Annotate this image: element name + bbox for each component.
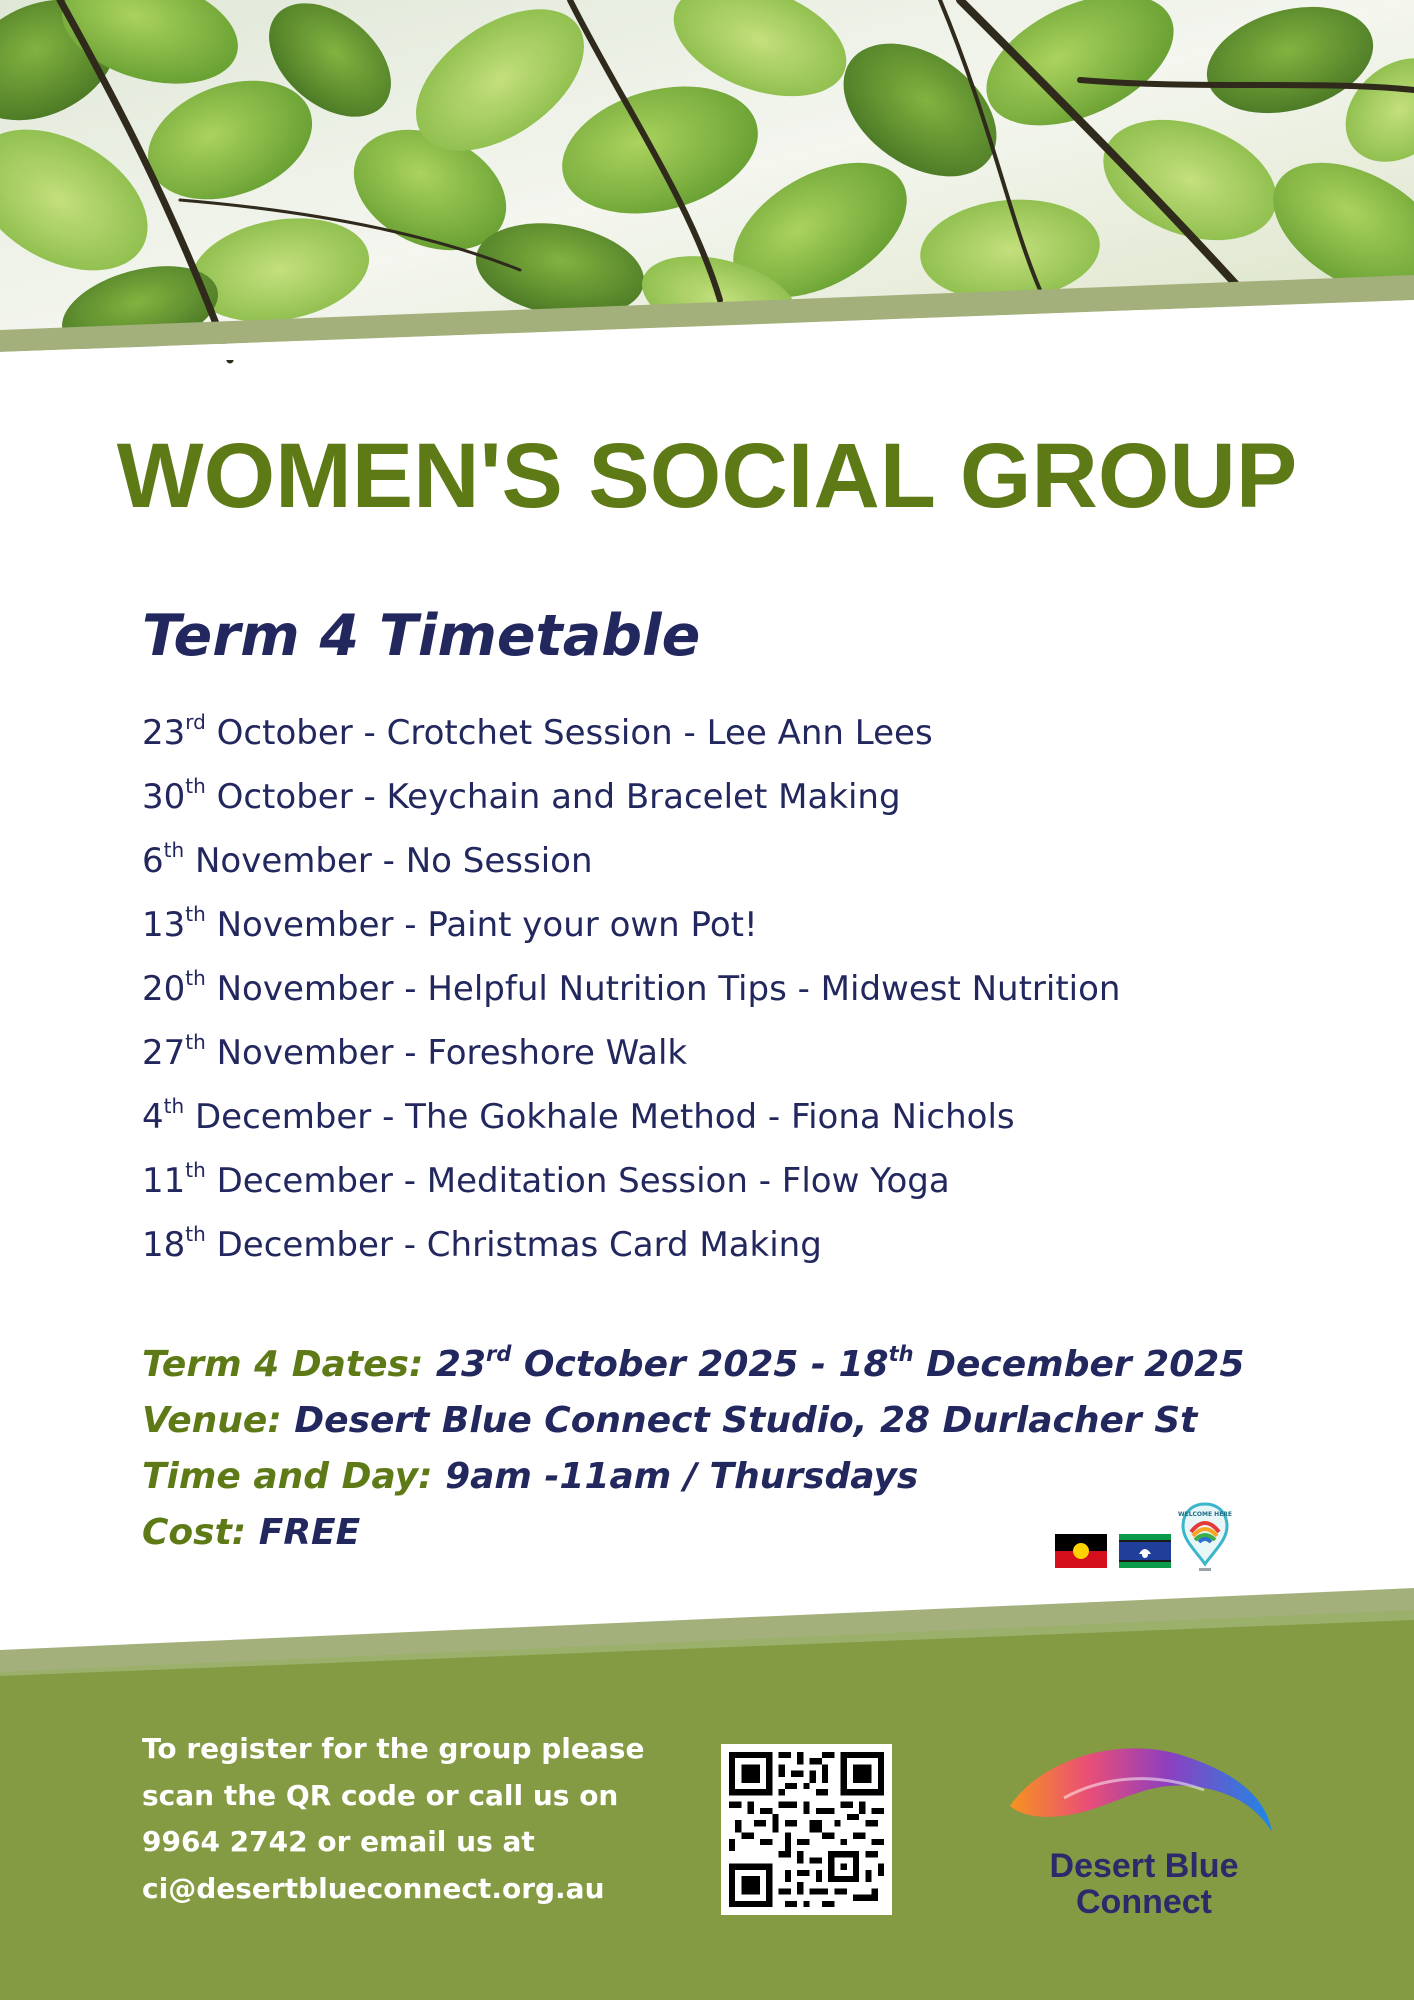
session-item (142, 1028, 1120, 1092)
session-day: 27 (142, 1033, 186, 1073)
term-dates-value (436, 1344, 1244, 1385)
session-day: 30 (142, 777, 186, 817)
logo-text-line1: Desert Blue (1049, 1847, 1239, 1885)
session-day-suffix: th (185, 774, 206, 798)
session-list (142, 708, 1120, 1284)
term-dates-label: Term 4 Dates: (142, 1344, 424, 1385)
welcome-badge-text: WELCOME HERE (1177, 1511, 1233, 1518)
register-line: 9964 2742 or email us at (142, 1825, 535, 1858)
time-row (142, 1452, 1244, 1508)
registration-info (142, 1726, 662, 1912)
session-item (142, 1156, 1120, 1220)
session-day: 6 (142, 841, 164, 881)
session-description: November - No Session (184, 841, 593, 881)
session-day: 18 (142, 1225, 186, 1265)
session-description: November - Paint your own Pot! (205, 905, 758, 945)
acknowledgement-icons (1055, 1502, 1235, 1572)
session-item (142, 836, 1120, 900)
session-day-suffix: th (185, 902, 206, 926)
session-day: 11 (142, 1161, 186, 1201)
session-day-suffix: th (185, 1222, 206, 1246)
session-item (142, 772, 1120, 836)
torres-strait-flag-icon (1119, 1534, 1171, 1568)
session-day: 13 (142, 905, 186, 945)
time-value: 9am -11am / Thursdays (445, 1456, 919, 1497)
session-item (142, 964, 1120, 1028)
logo-text-line2: Connect (1076, 1883, 1212, 1921)
venue-value: Desert Blue Connect Studio, 28 Durlacher St (294, 1400, 1198, 1441)
session-description: November - Helpful Nutrition Tips - Midwest Nutrition (205, 969, 1121, 1009)
session-description: December - Christmas Card Making (205, 1225, 822, 1265)
register-line: To register for the group please (142, 1732, 645, 1765)
session-day: 4 (142, 1097, 164, 1137)
session-day: 20 (142, 969, 186, 1009)
session-description: December - The Gokhale Method - Fiona Nichols (184, 1097, 1015, 1137)
header-photo (0, 0, 1414, 360)
register-email[interactable]: ci@desertblueconnect.org.au (142, 1871, 605, 1905)
register-line: scan the QR code or call us on (142, 1778, 619, 1812)
qr-code-icon[interactable] (721, 1744, 892, 1915)
session-item (142, 1220, 1120, 1284)
session-description: December - Meditation Session - Flow Yoga (205, 1161, 950, 1201)
logo-swoosh-icon (1004, 1736, 1284, 1846)
session-item (142, 708, 1120, 772)
session-description: October - Keychain and Bracelet Making (205, 777, 901, 817)
term-end-suffix: th (888, 1342, 914, 1366)
timetable-heading: Term 4 Timetable (142, 603, 701, 669)
aboriginal-flag-icon (1055, 1534, 1107, 1568)
cost-label: Cost: (142, 1512, 247, 1553)
cost-value: FREE (258, 1512, 361, 1553)
session-day: 23 (142, 713, 186, 753)
venue-label: Venue: (142, 1400, 282, 1441)
session-item (142, 1092, 1120, 1156)
leaves-photo (0, 0, 1414, 360)
session-description: November - Foreshore Walk (205, 1033, 688, 1073)
time-label: Time and Day: (142, 1456, 433, 1497)
term-start-suffix: rd (486, 1342, 512, 1366)
session-description: October - Crotchet Session - Lee Ann Lees (205, 713, 933, 753)
page-title: WOMEN'S SOCIAL GROUP (116, 425, 1298, 527)
term-dates-row (142, 1340, 1244, 1396)
welcome-here-badge-icon (1177, 1502, 1233, 1574)
session-day-suffix: rd (185, 710, 206, 734)
session-day-suffix: th (163, 838, 185, 862)
session-day-suffix: th (185, 966, 206, 990)
term-start-rest: October 2025 - 18 (511, 1344, 889, 1385)
qr-code-graphic (729, 1752, 884, 1907)
term-start-day: 23 (435, 1344, 486, 1385)
session-day-suffix: th (163, 1094, 185, 1118)
desert-blue-connect-logo (1004, 1736, 1284, 1926)
session-item (142, 900, 1120, 964)
venue-row (142, 1396, 1244, 1452)
term-end-rest: December 2025 (913, 1344, 1245, 1385)
session-day-suffix: th (185, 1030, 206, 1054)
session-day-suffix: th (185, 1158, 206, 1182)
